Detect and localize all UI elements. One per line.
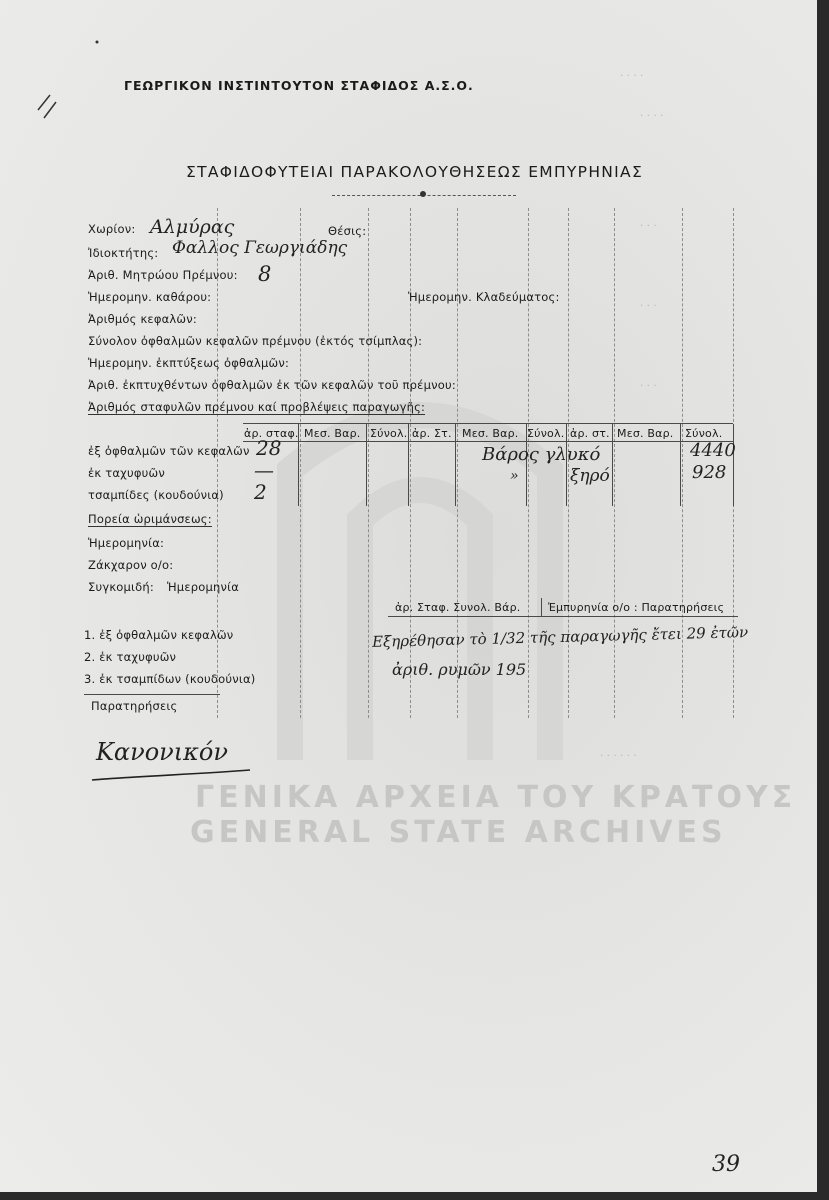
summary-item: 3. ἐκ τσαμπίδων (κουδούνια): [84, 672, 256, 686]
sugar-label: Ζάκχαρον ο/ο:: [88, 558, 174, 572]
budbreak-date-label: Ἡμερομην. ἐκπτύξεως ὀφθαλμῶν:: [88, 356, 290, 370]
summary-col-header: ἀρ. Σταφ. Συνολ. Βάρ.: [395, 601, 521, 614]
scan-edge-right: [817, 0, 829, 1200]
pruning-date-label: Ἡμερομην. Κλαδεύματος:: [408, 290, 560, 304]
table-header: Σύνολ.: [685, 427, 723, 440]
ripening-label: Πορεία ὡριμάνσεως:: [88, 512, 212, 526]
table-header: Σύνολ.: [527, 427, 565, 440]
total-eyes-label: Σύνολον ὀφθαλμῶν κεφαλῶν πρέμνου (ἐκτός τσίμπλας):: [88, 334, 423, 348]
watermark-english: GENERAL STATE ARCHIVES: [190, 815, 727, 850]
table-row-count: 28: [256, 436, 282, 460]
summary-item: 2. ἐκ ταχυφυῶν: [84, 650, 177, 664]
clusters-forecast-label: Ἀριθμός σταφυλῶν πρέμνου καί προβλέψεις παραγωγῆς:: [88, 400, 426, 414]
registry-label: Ἀριθ. Μητρώου Πρέμνου:: [88, 268, 238, 282]
scan-edge-bottom: [0, 1192, 829, 1200]
table-header: ἀρ. στ.: [570, 427, 610, 440]
owner-label: Ἰδιοκτήτης:: [88, 246, 159, 260]
hand-note-dry: ξηρό: [570, 466, 610, 486]
table-header: Μεσ. Βαρ.: [617, 427, 674, 440]
hand-note-weight: Βάρος γλυκό: [482, 444, 601, 465]
harvest-label: Συγκομιδή:: [88, 580, 154, 594]
table-header: ἀρ. σταφ.: [244, 427, 299, 440]
remarks-label: Παρατηρήσεις: [91, 699, 178, 713]
ripening-date-label: Ἡμερομηνία:: [88, 536, 165, 550]
bleed-through-text: · · ·: [640, 380, 657, 392]
bleed-through-text: · · · · · ·: [600, 750, 637, 762]
harvest-date-label: Ἡμερομηνία: [167, 580, 239, 594]
hand-remark-2: ἀριθ. ρυμῶν 195: [392, 660, 527, 679]
table-header: ἀρ. Στ.: [412, 427, 452, 440]
institute-name: ΓΕΩΡΓΙΚΟΝ ΙΝΣΤΙΝΤΟΥΤΟΝ ΣΤΑΦΙΔΟΣ Α.Σ.Ο.: [124, 78, 474, 93]
summary-item: 1. ἐξ ὀφθαλμῶν κεφαλῶν: [84, 628, 234, 642]
hand-total-1: 4440: [690, 440, 736, 461]
budbroken-count-label: Ἀριθ. ἐκπτυχθέντων ὀφθαλμῶν ἐκ τῶν κεφαλῶν τοῦ πρέμνου:: [88, 378, 456, 392]
table-row-label: τσαμπίδες (κουδούνια): [88, 488, 224, 502]
bleed-through-text: · · · ·: [620, 70, 644, 82]
position-label: Θέσις:: [328, 224, 367, 238]
form-title: ΣΤΑΦΙΔΟΦΥΤΕΙΑΙ ΠΑΡΑΚΟΛΟΥΘΗΣΕΩΣ ΕΜΠΥΡΗΝΙΑΣ: [186, 163, 644, 181]
hand-total-2: 928: [692, 462, 727, 483]
hand-remark-1: Εξηρέθησαν τὸ 1/32 τῆς παραγωγῆς ἔτει 29 ἐτῶν: [371, 623, 749, 651]
table-header: Σύνολ.: [370, 427, 408, 440]
bleed-through-text: · · · ·: [640, 110, 664, 122]
table-header: Μεσ. Βαρ.: [304, 427, 361, 440]
hand-conclusion: Κανονικόν: [96, 738, 228, 766]
watermark-greek: ΓΕΝΙΚΑ ΑΡΧΕΙΑ ΤΟΥ ΚΡΑΤΟΥΣ: [195, 780, 797, 815]
table-row-label: ἐκ ταχυφυῶν: [88, 466, 165, 480]
table-row-count: —: [254, 458, 274, 482]
registry-value: 8: [258, 262, 272, 286]
page-number: 39: [712, 1152, 740, 1177]
table-header: Μεσ. Βαρ.: [462, 427, 519, 440]
owner-value: Φαλλος Γεωργιάδης: [172, 238, 348, 258]
hand-arrow: »: [510, 468, 519, 484]
seeded-header: Ἐμπυρηνία ο/ο : Παρατηρήσεις: [548, 601, 725, 614]
table-row-count: 2: [254, 480, 267, 504]
table-row-label: ἐξ ὀφθαλμῶν τῶν κεφαλῶν: [88, 444, 250, 458]
bleed-through-text: · · ·: [640, 220, 657, 232]
heads-count-label: Ἀριθμός κεφαλῶν:: [88, 312, 197, 326]
village-label: Χωρίον:: [88, 222, 136, 236]
bleed-through-text: · · ·: [640, 300, 657, 312]
village-value: Αλμύρας: [150, 216, 235, 238]
cleaning-date-label: Ἡμερομην. καθάρου:: [88, 290, 212, 304]
